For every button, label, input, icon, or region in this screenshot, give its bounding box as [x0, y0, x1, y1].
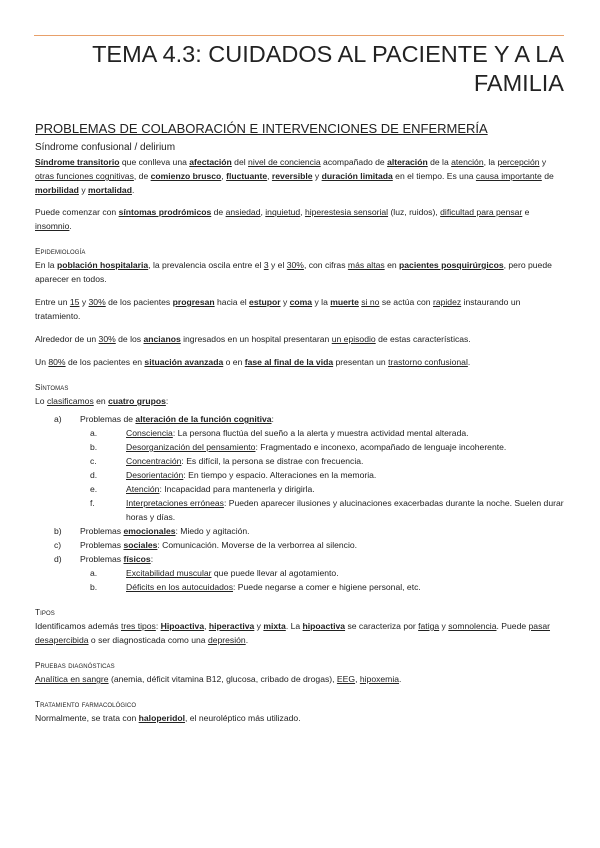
list-marker: b) — [54, 526, 62, 536]
list-item: f. Interpretaciones erróneas: Pueden aparecer ilusiones y alucinaciones exacerbadas durante la noche. Suelen durar horas y días. — [90, 498, 564, 522]
list-item: a. Excitabilidad muscular que puede llevar al agotamiento. — [90, 568, 339, 578]
list-item: b. Desorganización del pensamiento: Fragmentado e inconexo, acompañado de lenguaje incoherente. — [90, 442, 507, 452]
epidemiologia-paragraph-2: Entre un 15 y 30% de los pacientes progresan hacia el estupor y coma y la muerte si no se actúa con rapidez instaurando un tratamiento. — [35, 297, 521, 321]
list-marker: a. — [90, 568, 98, 578]
pruebas-paragraph: Analítica en sangre (anemia, déficit vitamina B12, glucosa, cribado de drogas), EEG, hipoxemia. — [35, 674, 402, 684]
top-rule — [34, 35, 564, 36]
subsection-heading: Síndrome confusional / delirium — [35, 142, 176, 153]
intro-paragraph: Síndrome transitorio que conlleva una afectación del nivel de conciencia acompañado de alteración de la atención, la percepción y otras funciones cognitivas, de comienzo brusco, fluctuante, reversible y duración limitada en el tiempo. Es una causa importante de morbilidad y mortalidad. — [35, 157, 554, 195]
sintomas-heading: Síntomas — [35, 383, 69, 392]
list-marker: b. — [90, 442, 98, 452]
epidemiologia-paragraph-3: Alrededor de un 30% de los ancianos ingresados en un hospital presentaran un episodio de estas características. — [35, 334, 471, 344]
section-heading: PROBLEMAS DE COLABORACIÓN E INTERVENCIONES DE ENFERMERÍA — [35, 121, 488, 136]
cognitive-sublist — [35, 426, 566, 524]
tipos-paragraph: Identificamos además tres tipos: Hipoactiva, hiperactiva y mixta. La hipoactiva se caracteriza por fatiga y somnolencia. Puede pasar desapercibida o ser diagnosticada como una depresión. — [35, 621, 551, 645]
physical-sublist — [35, 566, 566, 594]
list-marker: b. — [90, 582, 98, 592]
list-item: d. Desorientación: En tiempo y espacio. Alteraciones en la memoria. — [90, 470, 377, 480]
page-title: TEMA 4.3: CUIDADOS AL PACIENTE Y A LA FAMILIA — [92, 41, 564, 96]
list-marker: c) — [54, 540, 62, 550]
pruebas-heading: Pruebas diagnósticas — [35, 661, 115, 670]
list-item: c. Concentración: Es difícil, la persona se distrae con frecuencia. — [90, 456, 364, 466]
list-item: c) Problemas sociales: Comunicación. Moverse de la verborrea al silencio. — [54, 540, 358, 550]
list-item: d) Problemas físicos: a. Excitabilidad muscular que puede llevar al agotamiento. b. Déficits en los autocuidados: Puede negarse a comer e higiene personal, etc. — [35, 552, 566, 594]
list-marker: d. — [90, 470, 98, 480]
list-item: b) Problemas emocionales: Miedo y agitación. — [54, 526, 250, 536]
list-item: a) Problemas de alteración de la función cognitiva: a. Consciencia: La persona fluctúa del sueño a la alerta y muestra actividad mental alterada. b. Desorganización del pensamiento: Fragmentado e inconexo, acompañado de lenguaje incoherente. c. Concentración: Es difícil, la persona se distrae con frecuencia. d. Desorientación: En tiempo y espacio. Alteraciones en la memoria. e. Atención: Incapacidad para mantenerla y dirigirla. f. Interpretaciones erróneas: Pueden aparecer ilusiones y alucinaciones exacerbadas durante la noche. Suelen durar horas y días. — [35, 412, 566, 524]
list-item: b. Déficits en los autocuidados: Puede negarse a comer e higiene personal, etc. — [90, 582, 421, 592]
tipos-heading: Tipos — [35, 608, 55, 617]
prodromal-paragraph: Puede comenzar con síntomas prodrómicos de ansiedad, inquietud, hiperestesia sensorial (luz, ruidos), dificultad para pensar e insomnio. — [35, 207, 530, 231]
list-marker: c. — [90, 456, 97, 466]
epidemiologia-heading: Epidemiología — [35, 247, 86, 256]
list-marker: d) — [54, 554, 62, 564]
list-marker: e. — [90, 484, 98, 494]
epidemiologia-paragraph-1: En la población hospitalaria, la prevalencia oscila entre el 3 y el 30%, con cifras más altas en pacientes posquirúrgicos, pero puede aparecer en todos. — [35, 260, 552, 284]
tratamiento-heading: Tratamiento farmacológico — [35, 700, 137, 709]
list-item: a. Consciencia: La persona fluctúa del sueño a la alerta y muestra actividad mental alterada. — [90, 428, 469, 438]
content — [35, 120, 566, 725]
sintomas-list — [35, 412, 566, 594]
list-item: e. Atención: Incapacidad para mantenerla y dirigirla. — [90, 484, 315, 494]
tratamiento-paragraph: Normalmente, se trata con haloperidol, el neuroléptico más utilizado. — [35, 713, 301, 723]
list-marker: a) — [54, 414, 62, 424]
epidemiologia-paragraph-4: Un 80% de los pacientes en situación avanzada o en fase al final de la vida presentan un trastorno confusional. — [35, 357, 471, 367]
list-marker: f. — [90, 498, 95, 508]
sintomas-intro: Lo clasificamos en cuatro grupos: — [35, 396, 169, 406]
list-marker: a. — [90, 428, 98, 438]
